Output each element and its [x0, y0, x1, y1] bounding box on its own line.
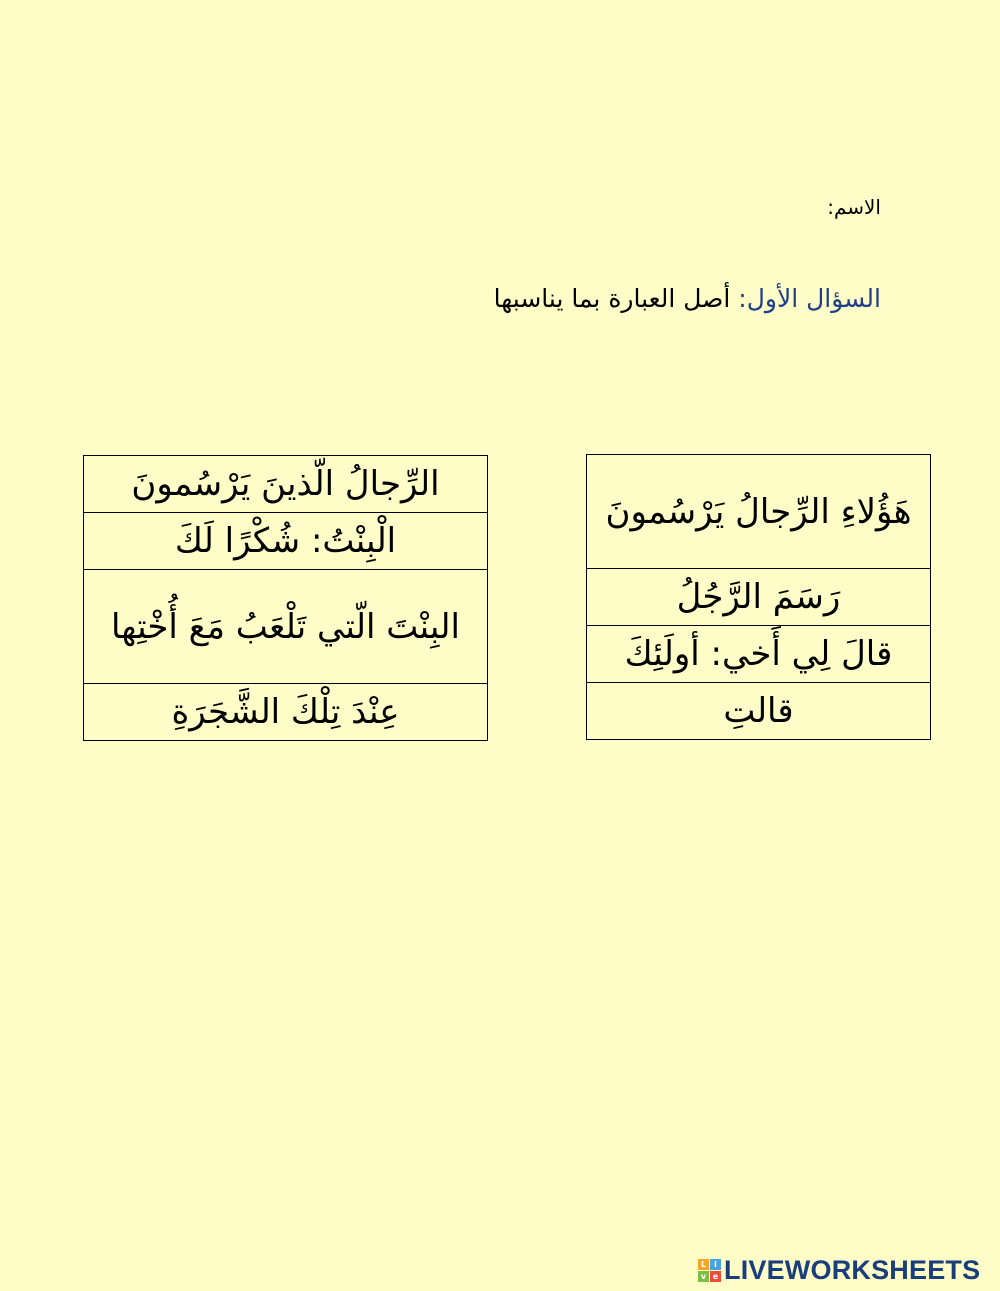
right-item-4[interactable]: قالتِ: [587, 683, 931, 740]
logo-block: L: [698, 1259, 709, 1270]
table-row: [84, 456, 488, 513]
question-number-label: السؤال الأول:: [738, 284, 881, 313]
table-row: [587, 626, 931, 683]
matching-table-right: [586, 454, 931, 740]
left-item-1[interactable]: الرِّجالُ الّذينَ يَرْسُمونَ: [84, 456, 488, 513]
table-row: [84, 570, 488, 684]
matching-table-left: [83, 455, 488, 741]
table-row: [84, 684, 488, 741]
left-item-3[interactable]: البِنْتَ الّتي تَلْعَبُ مَعَ أُخْتِها: [84, 570, 488, 684]
logo-text: LIVEWORKSHEETS: [724, 1254, 981, 1285]
right-item-3[interactable]: قالَ لِي أَخي: أولَئِكَ: [587, 626, 931, 683]
logo-block: v: [698, 1271, 709, 1282]
left-item-2[interactable]: الْبِنْتُ: شُكْرًا لَكَ: [84, 513, 488, 570]
student-name-label: الاسم:: [827, 195, 881, 219]
table-row: [587, 683, 931, 740]
table-row: [84, 513, 488, 570]
right-item-1[interactable]: هَؤُلاءِ الرِّجالُ يَرْسُمونَ: [587, 455, 931, 569]
logo-blocks-icon: [698, 1259, 721, 1282]
table-row: [587, 569, 931, 626]
logo-block: e: [710, 1271, 721, 1282]
left-item-4[interactable]: عِنْدَ تِلْكَ الشَّجَرَةِ: [84, 684, 488, 741]
question-instruction: أصل العبارة بما يناسبها: [493, 284, 731, 313]
right-item-2[interactable]: رَسَمَ الرَّجُلُ: [587, 569, 931, 626]
logo-block: i: [710, 1259, 721, 1270]
liveworksheets-logo: [698, 1254, 980, 1286]
question-heading: [494, 281, 881, 317]
table-row: [587, 455, 931, 569]
